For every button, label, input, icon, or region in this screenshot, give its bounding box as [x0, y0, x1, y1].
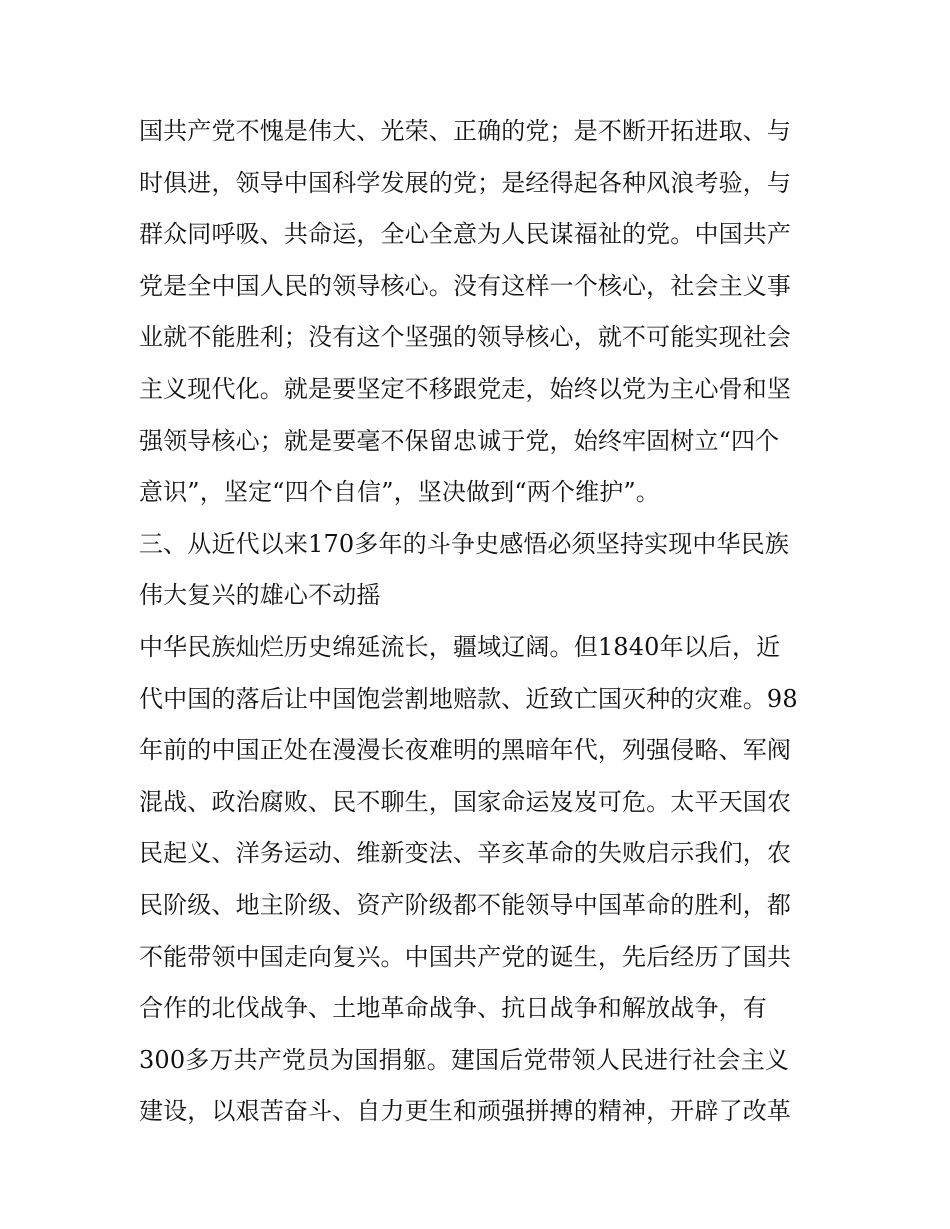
- text-line: 民阶级、地主阶级、资产阶级都不能领导中国革命的胜利，都: [139, 890, 792, 919]
- document-body: [139, 111, 819, 1143]
- section-heading-line: 三、从近代以来170多年的斗争史感悟必须坚持实现中华民族: [139, 529, 790, 558]
- section-heading-line: 伟大复兴的雄心不动摇: [139, 581, 381, 610]
- text-line: 建设，以艰苦奋斗、自力更生和顽强拼搏的精神，开辟了改革: [139, 1097, 792, 1126]
- text-line: 不能带领中国走向复兴。中国共产党的诞生，先后经历了国共: [139, 942, 792, 971]
- text-line: 业就不能胜利；没有这个坚强的领导核心，就不可能实现社会: [139, 323, 792, 352]
- text-line: 混战、政治腐败、民不聊生，国家命运岌岌可危。太平天国农: [139, 787, 792, 816]
- text-line: 国共产党不愧是伟大、光荣、正确的党；是不断开拓进取、与: [139, 117, 792, 145]
- text-line: 年前的中国正处在漫漫长夜难明的黑暗年代，列强侵略、军阀: [139, 736, 792, 765]
- text-line: 合作的北伐战争、土地革命战争、抗日战争和解放战争，有: [139, 994, 767, 1023]
- text-line: 强领导核心；就是要毫不保留忠诚于党，始终牢固树立“四个: [139, 426, 780, 455]
- text-line: 群众同呼吸、共命运，全心全意为人民谋福祉的党。中国共产: [139, 220, 792, 249]
- text-line: 300多万共产党员为国捐躯。建国后党带领人民进行社会主义: [139, 1045, 790, 1074]
- text-line: 党是全中国人民的领导核心。没有这样一个核心，社会主义事: [139, 271, 792, 300]
- text-line: 民起义、洋务运动、维新变法、辛亥革命的失败启示我们，农: [139, 839, 792, 868]
- text-line: 中华民族灿烂历史绵延流长，疆域辽阔。但1840年以后，近: [139, 632, 781, 661]
- text-line: 意识”，坚定“四个自信”，坚决做到“两个维护”。: [139, 478, 660, 507]
- text-line: 代中国的落后让中国饱尝割地赔款、近致亡国灭种的灾难。98: [139, 684, 798, 713]
- text-line: 主义现代化。就是要坚定不移跟党走，始终以党为主心骨和坚: [139, 374, 792, 403]
- text-line: 时俱进，领导中国科学发展的党；是经得起各种风浪考验，与: [139, 168, 792, 197]
